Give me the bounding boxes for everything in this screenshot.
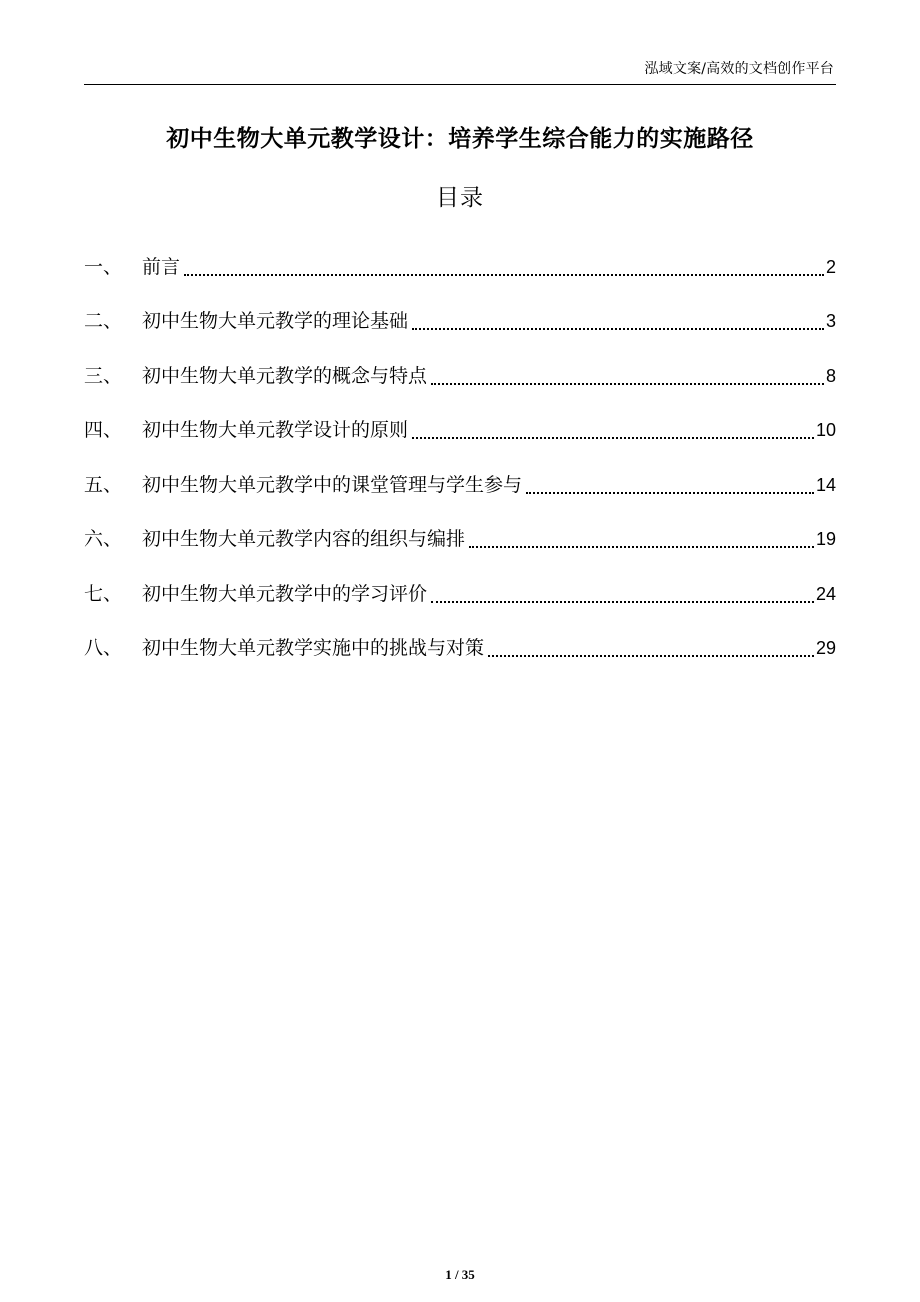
toc-dot-leader [431, 601, 814, 603]
toc-dot-leader [412, 437, 814, 439]
toc-dot-leader [412, 328, 824, 330]
toc-entry-number: 五、 [84, 473, 123, 496]
toc-entry-number: 八、 [84, 637, 123, 659]
toc-entry-number: 七、 [84, 582, 123, 605]
toc-entry-4[interactable] [84, 396, 836, 451]
toc-entry-number: 一、 [84, 255, 123, 278]
toc-entry-title: 初中生物大单元教学的概念与特点 [142, 364, 428, 387]
toc-dot-leader [184, 274, 824, 276]
toc-entry-number: 四、 [84, 419, 123, 441]
toc-entry-page: 10 [815, 420, 836, 440]
toc-entry-page: 19 [815, 529, 836, 549]
toc-heading: 目录 [436, 185, 484, 211]
header-brand-text: 泓域文案/高效的文档创作平台 [644, 61, 834, 77]
toc-dot-leader [469, 546, 814, 548]
toc-entry-number: 六、 [84, 528, 123, 550]
toc-dot-leader [526, 492, 814, 494]
toc-entry-page: 29 [815, 638, 836, 658]
toc-entry-6[interactable] [84, 505, 836, 560]
toc-entry-title: 初中生物大单元教学设计的原则 [142, 419, 409, 441]
toc-entry-title: 前言 [142, 255, 181, 278]
toc-dot-leader [431, 383, 824, 385]
header-divider [84, 84, 836, 85]
toc-entry-3[interactable] [84, 341, 836, 396]
toc-entry-number: 三、 [84, 364, 123, 387]
toc-entry-title: 初中生物大单元教学中的课堂管理与学生参与 [142, 473, 523, 496]
toc-entry-1[interactable] [84, 232, 836, 287]
toc-entry-title: 初中生物大单元教学中的学习评价 [142, 582, 428, 605]
toc-entry-number: 二、 [84, 310, 123, 332]
toc-entry-title: 初中生物大单元教学实施中的挑战与对策 [142, 637, 485, 659]
toc-dot-leader [488, 655, 814, 657]
toc-entry-page: 2 [825, 256, 836, 277]
toc-entry-title: 初中生物大单元教学内容的组织与编排 [142, 528, 466, 550]
table-of-contents [84, 232, 836, 668]
toc-entry-title: 初中生物大单元教学的理论基础 [142, 310, 409, 332]
toc-entry-2[interactable] [84, 287, 836, 342]
toc-entry-7[interactable] [84, 559, 836, 614]
document-title: 初中生物大单元教学设计：培养学生综合能力的实施路径 [166, 126, 754, 152]
toc-entry-page: 14 [815, 474, 836, 495]
page-number-footer: 1 / 35 [445, 1267, 475, 1282]
toc-entry-page: 8 [825, 365, 836, 386]
toc-entry-5[interactable] [84, 450, 836, 505]
toc-entry-page: 24 [815, 583, 836, 604]
toc-entry-8[interactable] [84, 614, 836, 669]
toc-entry-page: 3 [825, 311, 836, 331]
